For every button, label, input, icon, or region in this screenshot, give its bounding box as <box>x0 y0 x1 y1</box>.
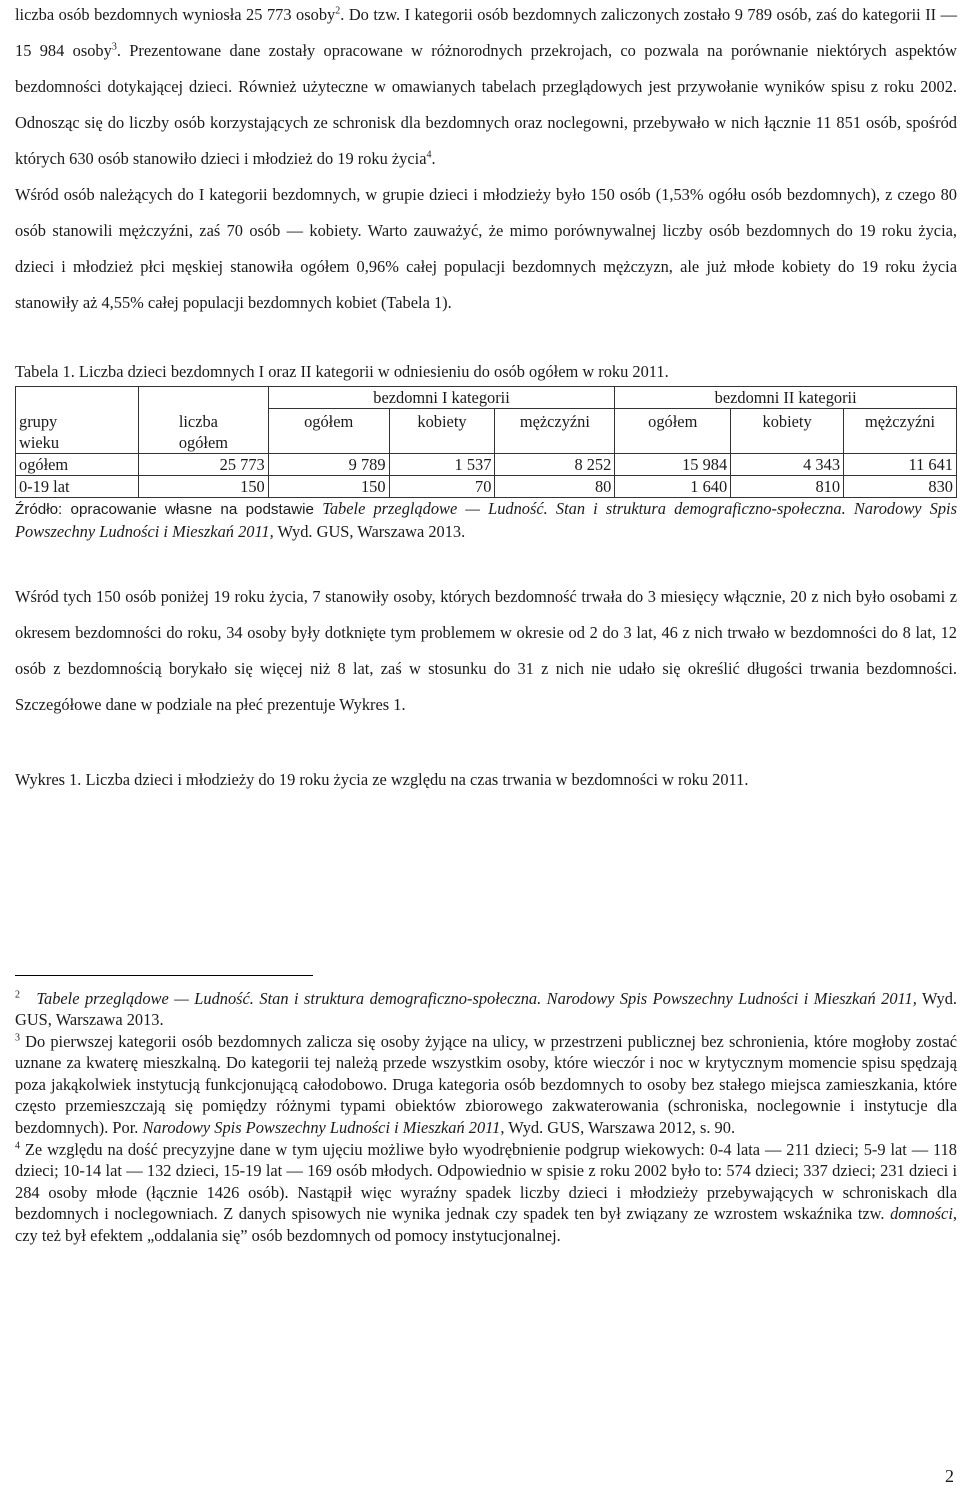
paragraph-3: Wśród tych 150 osób poniżej 19 roku życia, 7 stanowiły osoby, których bezdomność trwała do 3 miesięcy włącznie, 20 z nich było osobami z okresem bezdomności do roku, 34 osoby były dotknięte tym problemem w okresie od 2 do 3 lat, 46 z nich trwało w bezdomności do 8 lat, 12 osób z bezdomnością borykało się więcej niż 8 lat, zaś w stosunku do 31 z nich nie udało się określić długości trwania bezdomności. Szczegółowe dane w podziale na płeć prezentuje Wykres 1. <box>15 586 957 714</box>
footnote-4: $^4$ Ze względu na dość precyzyjne dane w tym ujęciu możliwe było wyodrębnienie podgrup wiekowych: 0-4 lata — 211 dzieci; 5-9 lat — 118 dzieci; 10-14 lat — 132 dzieci, 15-19 lat — 169 osób młodych. Odpowiednio w spisie z roku 2002 było to: 574 dzieci; 337 dzieci; 231 dzieci i 284 osoby młode (łącznie 1426 osób). Nastąpił więc wyraźny spadek liczby dzieci i młodzieży przebywających w schroniskach dla bezdomnych i noclegowniach. Z danych spisowych nie wynika jednak czy spadek ten był związany ze wzrostem wskaźnika tzw. domności, czy też był efektem „oddalania się” osób bezdomnych od pomocy instytucjonalnej. <box>15 1139 957 1246</box>
table-1 <box>15 386 957 498</box>
cell: 1 537 <box>389 453 495 475</box>
col-header-group: grupy wieku <box>16 409 139 454</box>
col-header-i-women: kobiety <box>389 409 495 454</box>
footnote-ref-3[interactable]: 3 <box>111 41 117 53</box>
chart-area-offpage <box>15 791 957 975</box>
group-header-i: bezdomni I kategorii <box>268 387 615 409</box>
col-header-ii-total: ogółem <box>615 409 731 454</box>
text: liczba osób bezdomnych wyniosła 25 773 osoby <box>15 5 336 24</box>
cell: 150 <box>268 475 389 497</box>
group-header-ii: bezdomni II kategorii <box>615 387 957 409</box>
paragraph-2: Wśród osób należących do I kategorii bezdomnych, w grupie dzieci i młodzieży było 150 osób (1,53% ogółu osób bezdomnych), z czego 80 osób stanowili mężczyźni, zaś 70 osób — kobiety. Warto zauważyć, że mimo porównywalnej liczby osób bezdomnych do 19 roku życia, dzieci i młodzież płci męskiej stanowiła ogółem 0,96% całej populacji bezdomnych mężczyzn, ale już młode kobiety do 19 roku życia stanowiły aż 4,55% całej populacji bezdomnych kobiet (Tabela 1). <box>15 185 957 312</box>
col-header-ii-men: mężczyźni <box>844 409 957 454</box>
page-number: 2 <box>945 1466 954 1486</box>
cell: 830 <box>844 475 957 497</box>
text: . Prezentowane dane zostały opracowane w różnorodnych przekrojach, co pozwala na porównanie niektórych aspektów bezdomności dotykającej dzieci. Również użyteczne w omawianych tabelach przeglądowych jest przywołanie wyników spisu z roku 2002. Odnosząc się do liczby osób korzystających ze schronisk dla bezdomnych oraz noclegowni, przebywało w nich łącznie 11 851 osób, spośród których 630 osób stanowiło dzieci i młodzież do 19 roku życia <box>15 41 957 168</box>
text: . <box>431 149 436 168</box>
paragraph-1 <box>15 0 957 177</box>
table-row <box>16 453 957 475</box>
cell: 9 789 <box>268 453 389 475</box>
table-caption: Tabela 1. Liczba dzieci bezdomnych I oraz II kategorii w odniesieniu do osób ogółem w roku 2011. <box>15 362 669 381</box>
text: . Do tzw. I kategorii osób bezdomnych zaliczonych zostało 9 789 osób, zaś do kategorii II — 15 984 osoby <box>15 5 958 60</box>
table-row <box>16 475 957 497</box>
table-col-header-row <box>16 409 957 454</box>
cell-group: ogółem <box>16 453 139 475</box>
table-source: Źródło: opracowanie własne na podstawie Tabele przeglądowe — Ludność. Stan i struktura demograficzno-społeczna. Narodowy Spis Powszechny Ludności i Mieszkań 2011, Wyd. GUS, Warszawa 2013. <box>15 498 957 541</box>
cell: 15 984 <box>615 453 731 475</box>
table-group-header-row <box>16 387 957 409</box>
cell: 70 <box>389 475 495 497</box>
footnote-3: $^3$ Do pierwszej kategorii osób bezdomnych zalicza się osoby żyjące na ulicy, w przestrzeni publicznej bez schronienia, które mogłoby zostać uznane za kwaterę mieszkalną. Do kategorii tej należą przede wszystkim osoby, które wieczór i noc w krytycznym momencie spisu spędzają poza jakąkolwiek instytucją funkcjonującą całodobowo. Druga kategoria osób bezdomnych to osoby bez stałego miejsca zamieszkania, które często przemieszczają się pomiędzy różnymi typami obiektów zbiorowego zakwaterowania (schroniska, noclegownie i instytucje dla bezdomnych). Por. Narodowy Spis Powszechny Ludności i Mieszkań 2011, Wyd. GUS, Warszawa 2012, s. 90. <box>15 1031 957 1138</box>
cell: 810 <box>731 475 844 497</box>
footnote-separator <box>15 975 313 976</box>
cell: 150 <box>138 475 268 497</box>
col-header-total: liczba ogółem <box>138 409 268 454</box>
cell: 1 640 <box>615 475 731 497</box>
footnote-ref-4[interactable]: 4 <box>426 149 432 161</box>
cell: 11 641 <box>844 453 957 475</box>
cell: 8 252 <box>495 453 615 475</box>
cell: 80 <box>495 475 615 497</box>
footnote-2: $^2$ Tabele przeglądowe — Ludność. Stan i struktura demograficzno-społeczna. Narodowy Spis Powszechny Ludności i Mieszkań 2011, Wyd. GUS, Warszawa 2013. <box>15 988 957 1030</box>
col-header-i-men: mężczyźni <box>495 409 615 454</box>
cell-group: 0-19 lat <box>16 475 139 497</box>
chart-caption: Wykres 1. Liczba dzieci i młodzieży do 19 roku życia ze względu na czas trwania w bezdomności w roku 2011. <box>15 769 749 789</box>
col-header-ii-women: kobiety <box>731 409 844 454</box>
document-page <box>15 0 957 1247</box>
cell: 4 343 <box>731 453 844 475</box>
col-header-i-total: ogółem <box>268 409 389 454</box>
cell: 25 773 <box>138 453 268 475</box>
footnote-ref-2[interactable]: 2 <box>335 5 341 17</box>
